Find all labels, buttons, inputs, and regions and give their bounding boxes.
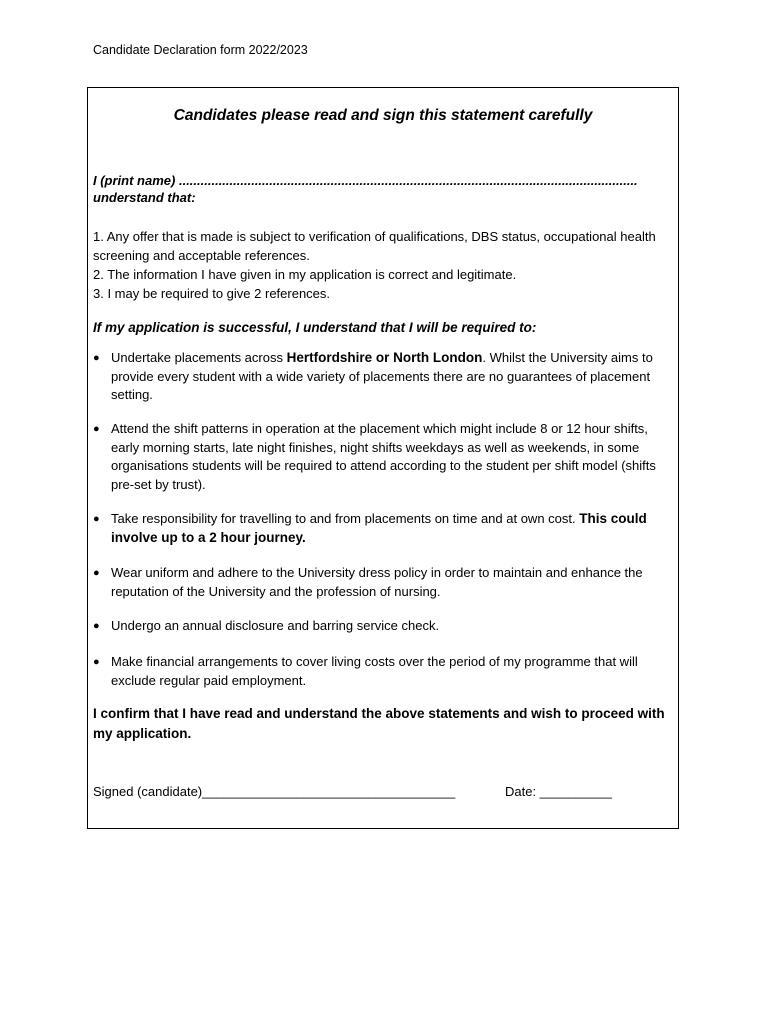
confirmation-statement: I confirm that I have read and understand the above statements and wish to proceed with my application. xyxy=(93,706,665,741)
signature-field[interactable]: Signed (candidate)___________________________________ xyxy=(93,784,456,799)
bullet-text: Attend the shift patterns in operation at the placement which might include 8 or 12 hour shifts, early morning starts, late night finishes, night shifts weekdays as well as weekends, in some organisations students will be required to attend according to the student per shift model (shifts pre-set by trust). xyxy=(111,421,656,492)
bullet-icon: ● xyxy=(93,423,100,435)
bullet-icon: ● xyxy=(93,620,100,632)
bullet-bold-tail: . xyxy=(302,529,306,545)
bullet-icon: ● xyxy=(93,656,100,668)
numbered-item-1: 1. Any offer that is made is subject to verification of qualifications, DBS status, occupational health screening and acceptable references. xyxy=(93,229,656,263)
bullet-bold-text: This could involve up to a 2 hour journey xyxy=(111,511,647,545)
bullet-item-travel xyxy=(93,510,673,547)
print-name-line xyxy=(93,171,672,190)
form-title: Candidates please read and sign this statement carefully xyxy=(173,107,593,124)
bullet-text: Undertake placements across xyxy=(111,350,287,365)
date-field[interactable]: Date: __________ xyxy=(505,784,612,799)
print-name-field[interactable]: ............................................................................................................................... xyxy=(178,173,638,188)
bullet-item-shifts xyxy=(93,420,673,494)
declaration-box xyxy=(87,87,679,829)
bullet-item-finances xyxy=(93,653,673,690)
document-header: Candidate Declaration form 2022/2023 xyxy=(93,43,308,57)
bullet-item-uniform xyxy=(93,564,673,601)
bullet-bold-text: Hertfordshire or North London xyxy=(286,350,483,365)
understand-label: understand that: xyxy=(93,190,196,205)
numbered-item-3: 3. I may be required to give 2 references. xyxy=(93,286,331,301)
numbered-list xyxy=(93,227,672,303)
bullet-item-dbs-check xyxy=(93,617,673,636)
bullet-text: Make financial arrangements to cover living costs over the period of my programme that will exclude regular paid employment. xyxy=(111,654,638,688)
bullet-text: Undergo an annual disclosure and barring service check. xyxy=(111,618,440,633)
bullet-item-placements xyxy=(93,349,673,405)
bullet-icon: ● xyxy=(93,513,100,525)
bullet-icon: ● xyxy=(93,567,100,579)
bullet-text: Wear uniform and adhere to the University dress policy in order to maintain and enhance the reputation of the University and the profession of nursing. xyxy=(111,565,643,599)
bullet-text: Take responsibility for travelling to and from placements on time and at own cost. xyxy=(111,511,580,526)
requirements-heading: If my application is successful, I understand that I will be required to: xyxy=(93,320,537,335)
numbered-item-2: 2. The information I have given in my application is correct and legitimate. xyxy=(93,267,517,282)
bullet-text-tail: . Whilst the University aims to provide every student with a wide variety of placements there are no guarantees of placement setting. xyxy=(111,350,653,402)
print-name-label: I (print name) xyxy=(93,173,176,188)
bullet-icon: ● xyxy=(93,352,100,364)
